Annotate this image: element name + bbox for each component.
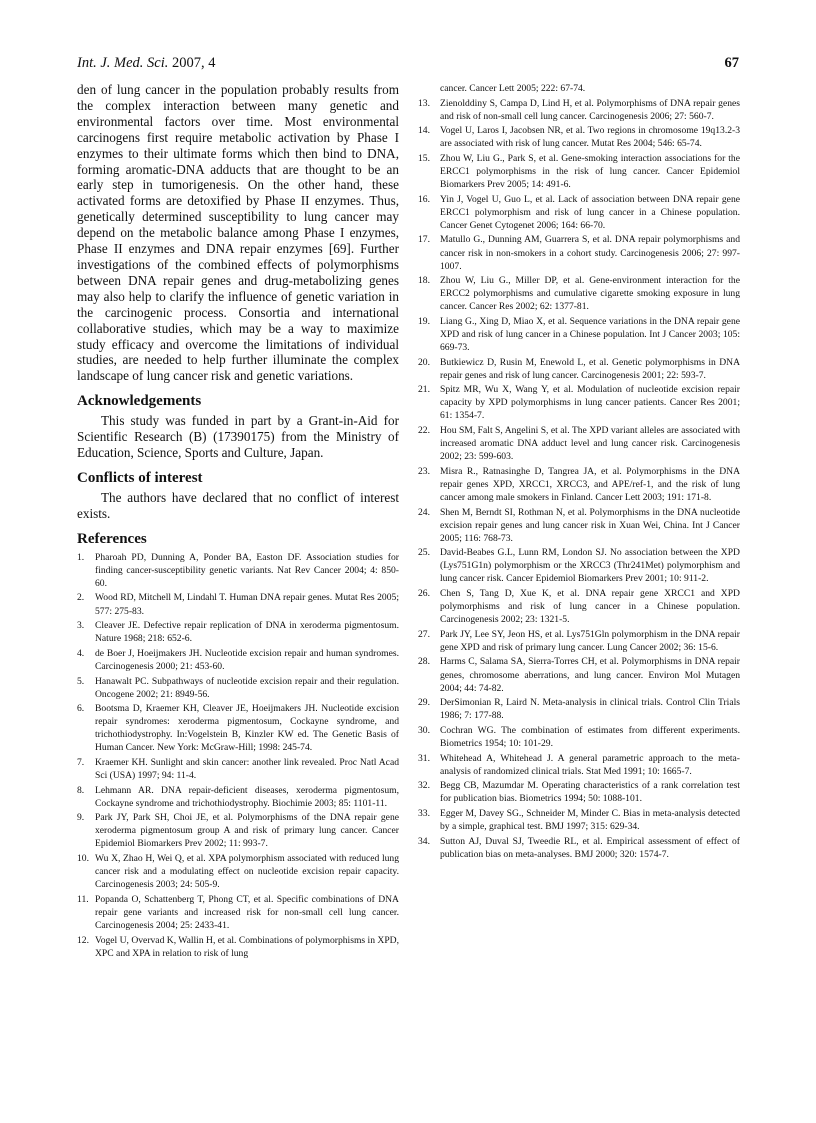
reference-number: 14. (418, 125, 430, 137)
reference-number: 20. (418, 356, 430, 368)
reference-text: Wu X, Zhao H, Wei Q, et al. XPA polymorphism associated with reduced lung cancer risk and a modulating effect on nucleotide excision repair capacity. Carcinogenesis 2003; 24: 505-9. (95, 853, 399, 891)
reference-text: Cleaver JE. Defective repair replication of DNA in xeroderma pigmentosum. Nature 1968; 218: 652-6. (95, 620, 399, 645)
reference-item (418, 152, 740, 191)
acknowledgements-text: This study was funded in part by a Grant-in-Aid for Scientific Research (B) (17390175) from the Ministry of Education, Science, Sports and Culture, Japan. (77, 413, 399, 461)
reference-number: 22. (418, 425, 430, 437)
reference-text: DerSimonian R, Laird N. Meta-analysis in clinical trials. Control Clin Trials 1986; 7: 177-88. (440, 697, 740, 722)
reference-number: 9. (77, 812, 85, 824)
reference-item (77, 934, 399, 960)
left-column (77, 82, 399, 961)
page-header (77, 55, 739, 73)
reference-item (77, 756, 399, 782)
reference-number: 29. (418, 697, 430, 709)
reference-text: Misra R., Ratnasinghe D, Tangrea JA, et al. Polymorphisms in the DNA repair genes XPD, XRCC1, XRCC3, and APE/ref-1, and the risk of lung cancer among male smokers in Finland. Cancer Lett 2003; 191: 171-8. (440, 465, 740, 503)
reference-item (418, 696, 740, 722)
reference-text: Sutton AJ, Duval SJ, Tweedie RL, et al. Empirical assessment of effect of publication bias on meta-analyses. BMJ 2000; 320: 1574-7. (440, 835, 740, 860)
reference-item (77, 852, 399, 891)
reference-item (418, 315, 740, 354)
reference-number: 23. (418, 465, 430, 477)
reference-text: Hanawalt PC. Subpathways of nucleotide excision repair and their regulation. Oncogene 2002; 21: 8949-56. (95, 675, 399, 700)
reference-text: Popanda O, Schattenberg T, Phong CT, et al. Specific combinations of DNA repair gene variants and increased risk for non-small cell lung cancer. Carcinogenesis 2004; 25: 2433-41. (95, 893, 399, 931)
reference-text: Zhou W, Liu G., Miller DP, et al. Gene-environment interaction for the ERCC2 polymorphisms and cumulative cigarette smoking exposure in lung cancer. Cancer Res 2002; 62: 1377-81. (440, 275, 740, 313)
reference-number: 13. (418, 97, 430, 109)
reference-item (418, 383, 740, 422)
reference-item (418, 628, 740, 654)
reference-text: Kraemer KH. Sunlight and skin cancer: another link revealed. Proc Natl Acad Sci (USA) 1997; 94: 11-4. (95, 757, 399, 782)
reference-item (418, 356, 740, 382)
reference-text: Park JY, Park SH, Choi JE, et al. Polymorphisms of the DNA repair gene xeroderma pigmentosum group A and risk of primary lung cancer. Cancer Epidemiol Biomarkers Prev 2002; 11: 993-7. (95, 812, 399, 850)
reference-item (77, 647, 399, 673)
reference-number: 24. (418, 506, 430, 518)
conflicts-text: The authors have declared that no conflict of interest exists. (77, 489, 399, 521)
reference-item (418, 506, 740, 545)
reference-number: 18. (418, 275, 430, 287)
reference-text: Whitehead A, Whitehead J. A general parametric approach to the meta-analysis of randomized clinical trials. Stat Med 1991; 10: 1665-7. (440, 752, 740, 777)
reference-text: Pharoah PD, Dunning A, Ponder BA, Easton DF. Association studies for finding cancer-susceptibility genetic variants. Nat Rev Cancer 2004; 4: 850-60. (95, 551, 399, 589)
journal-citation (77, 55, 216, 72)
reference-text: Harms C, Salama SA, Sierra-Torres CH, et al. Polymorphisms in DNA repair genes, chromosome aberrations, and lung cancer. Environ Mol Mutagen 2004; 44: 74-82. (440, 656, 740, 694)
reference-number: 10. (77, 853, 89, 865)
reference-text: Matullo G., Dunning AM, Guarrera S, et al. DNA repair polymorphisms and cancer risk in non-smokers in a cohort study. Carcinogenesis 2006; 27: 997-1007. (440, 234, 740, 272)
reference-number: 1. (77, 551, 85, 563)
reference-text: Butkiewicz D, Rusin M, Enewold L, et al. Genetic polymorphisms in DNA repair genes and risk of lung cancer. Carcinogenesis 2001; 22: 593-7. (440, 356, 740, 381)
reference-number: 16. (418, 193, 430, 205)
reference-item (418, 779, 740, 805)
reference-number: 34. (418, 835, 430, 847)
reference-item (418, 465, 740, 504)
reference-text: Park JY, Lee SY, Jeon HS, et al. Lys751Gln polymorphism in the DNA repair gene XPD and risk of primary lung cancer. Lung Cancer 2002; 36: 15-6. (440, 628, 740, 653)
reference-item (418, 724, 740, 750)
reference-number: 17. (418, 234, 430, 246)
reference-item (418, 587, 740, 626)
reference-number: 26. (418, 588, 430, 600)
reference-number: 28. (418, 656, 430, 668)
reference-number: 8. (77, 784, 85, 796)
reference-item (418, 233, 740, 272)
reference-text: Wood RD, Mitchell M, Lindahl T. Human DNA repair genes. Mutat Res 2005; 577: 275-83. (95, 592, 399, 617)
reference-number: 32. (418, 780, 430, 792)
reference-number: 33. (418, 807, 430, 819)
reference-item (77, 619, 399, 645)
reference-number: 7. (77, 757, 85, 769)
reference-text: Zhou W, Liu G., Park S, et al. Gene-smoking interaction associations for the ERCC1 polymorphisms in the risk of lung cancer. Cancer Epidemiol Biomarkers Prev 2005; 14: 491-6. (440, 153, 740, 191)
reference-item (418, 124, 740, 150)
reference-number: 25. (418, 547, 430, 559)
reference-item (77, 811, 399, 850)
reference-text: Bootsma D, Kraemer KH, Cleaver JE, Hoeijmakers JH. Nucleotide excision repair syndromes: xeroderma pigmentosum, Cockayne syndrome, and trichothiodystrophy. In:Vogelstein B, Kinzler KW ed. The Genetic Basis of Human Cancer. New York: McGraw-Hill; 1998: 245-74. (95, 703, 399, 754)
reference-item (418, 274, 740, 313)
reference-number: 15. (418, 153, 430, 165)
reference-text: Begg CB, Mazumdar M. Operating characteristics of a rank correlation test for publication bias. Biometrics 1994; 50: 1088-101. (440, 780, 740, 805)
reference-number: 19. (418, 315, 430, 327)
conflicts-heading: Conflicts of interest (77, 469, 203, 486)
reference-item (418, 835, 740, 861)
reference-item (77, 551, 399, 590)
discussion-paragraph: den of lung cancer in the population probably results from the complex interaction between many genetic and environmental factors over time. Most environmental carcinogens first require metabolic activation by Phase I enzymes to their ultimate forms which then bind to DNA, forming aromatic-DNA adducts that are thought to be an early step in tumorigenesis. On the other hand, these activated forms are detoxified by Phase II enzymes. Thus, genetically determined susceptibility to lung cancer may depend on the metabolic balance among Phase I enzymes, Phase II enzymes and DNA repair enzymes [69]. Further investigations of the combined effects of polymorphisms between DNA repair genes and drug-metabolizing genes may also help to clarify the influence of genetic variation in the carcinogenic process. Consortia and international collaborative studies, which may be a way to maximize study efficacy and overcome the limitations of individual studies, are needed to help further illuminate the complex landscape of lung cancer risk and genetic variations. (77, 82, 399, 384)
right-column (418, 82, 740, 862)
reference-number: 2. (77, 592, 85, 604)
reference-text: Hou SM, Falt S, Angelini S, et al. The XPD variant alleles are associated with increased aromatic DNA adduct level and lung cancer risk. Carcinogenesis 2002; 23: 599-603. (440, 425, 740, 463)
reference-number: 4. (77, 647, 85, 659)
reference-item (418, 752, 740, 778)
reference-text: Shen M, Berndt SI, Rothman N, et al. Polymorphisms in the DNA nucleotide excision repair genes and lung cancer risk in Xuan Wei, China. Int J Cancer 2005; 116: 768-73. (440, 506, 740, 544)
reference-item (77, 675, 399, 701)
reference-item (418, 655, 740, 694)
reference-number: 6. (77, 703, 85, 715)
reference-item (77, 893, 399, 932)
reference-text: Liang G., Xing D, Miao X, et al. Sequence variations in the DNA repair gene XPD and risk of lung cancer in a Chinese population. Int J Cancer 2003; 105: 669-73. (440, 315, 740, 354)
reference-item (77, 784, 399, 810)
reference-text: Cochran WG. The combination of estimates from different experiments. Biometrics 1954; 10: 101-29. (440, 724, 740, 749)
references-heading: References (77, 530, 147, 547)
reference-item (418, 97, 740, 123)
reference-text: Vogel U, Overvad K, Wallin H, et al. Combinations of polymorphisms in XPD, XPC and XPA in relation to risk of lung (95, 934, 399, 959)
reference-number: 30. (418, 724, 430, 736)
reference-text: Yin J, Vogel U, Guo L, et al. Lack of association between DNA repair gene ERCC1 polymorphism and risk of lung cancer in a Chinese population. Cancer Genet Cytogenet 2006; 164: 66-70. (440, 193, 740, 231)
reference-number: 31. (418, 752, 430, 764)
journal-name: Int. J. Med. Sci. (77, 55, 169, 71)
reference-number: 3. (77, 620, 85, 632)
reference-item (77, 591, 399, 617)
reference-number: 5. (77, 675, 85, 687)
reference-item (418, 546, 740, 585)
reference-continuation: cancer. Cancer Lett 2005; 222: 67-74. (440, 83, 586, 94)
references-list-right (418, 82, 740, 861)
reference-text: David-Beabes G.L, Lunn RM, London SJ. No association between the XPD (Lys751G1n) polymorphism or the XRCC3 (Thr241Met) polymorphism and lung cancer risk. Cancer Epidemiol Biomarkers Prev 2001; 10: 911-2. (440, 547, 740, 585)
acknowledgements-heading: Acknowledgements (77, 393, 202, 410)
reference-text: Chen S, Tang D, Xue K, et al. DNA repair gene XRCC1 and XPD polymorphisms and risk of lung cancer in a Chinese population. Carcinogenesis 2002; 23: 1321-5. (440, 588, 740, 626)
reference-text: de Boer J, Hoeijmakers JH. Nucleotide excision repair and human syndromes. Carcinogenesis 2000; 21: 453-60. (95, 647, 399, 672)
reference-text: Vogel U, Laros I, Jacobsen NR, et al. Two regions in chromosome 19q13.2-3 are associated with risk of lung cancer. Mutat Res 2004; 546: 65-74. (440, 125, 740, 150)
journal-year-volume: 2007, 4 (172, 55, 216, 71)
reference-item (418, 424, 740, 463)
reference-number: 21. (418, 384, 430, 396)
reference-item (77, 702, 399, 754)
reference-number: 11. (77, 893, 89, 905)
references-list-left (77, 551, 399, 960)
reference-item (418, 807, 740, 833)
page-number: 67 (724, 55, 739, 71)
reference-text: Lehmann AR. DNA repair-deficient diseases, xeroderma pigmentosum, Cockayne syndrome and trichothiodystrophy. Biochimie 2003; 85: 1101-11. (95, 784, 399, 809)
reference-number: 27. (418, 628, 430, 640)
reference-item (418, 193, 740, 232)
reference-text: Zienolddiny S, Campa D, Lind H, et al. Polymorphisms of DNA repair genes and risk of non-small cell lung cancer. Carcinogenesis 2006; 27: 560-7. (440, 97, 740, 122)
reference-number: 12. (77, 934, 89, 946)
reference-text: Spitz MR, Wu X, Wang Y, et al. Modulation of nucleotide excision repair capacity by XPD polymorphisms in lung cancer patients. Cancer Res 2001; 61: 1354-7. (440, 384, 740, 422)
reference-text: Egger M, Davey SG., Schneider M, Minder C. Bias in meta-analysis detected by a simple, graphical test. BMJ 1997; 315: 629-34. (440, 807, 740, 832)
